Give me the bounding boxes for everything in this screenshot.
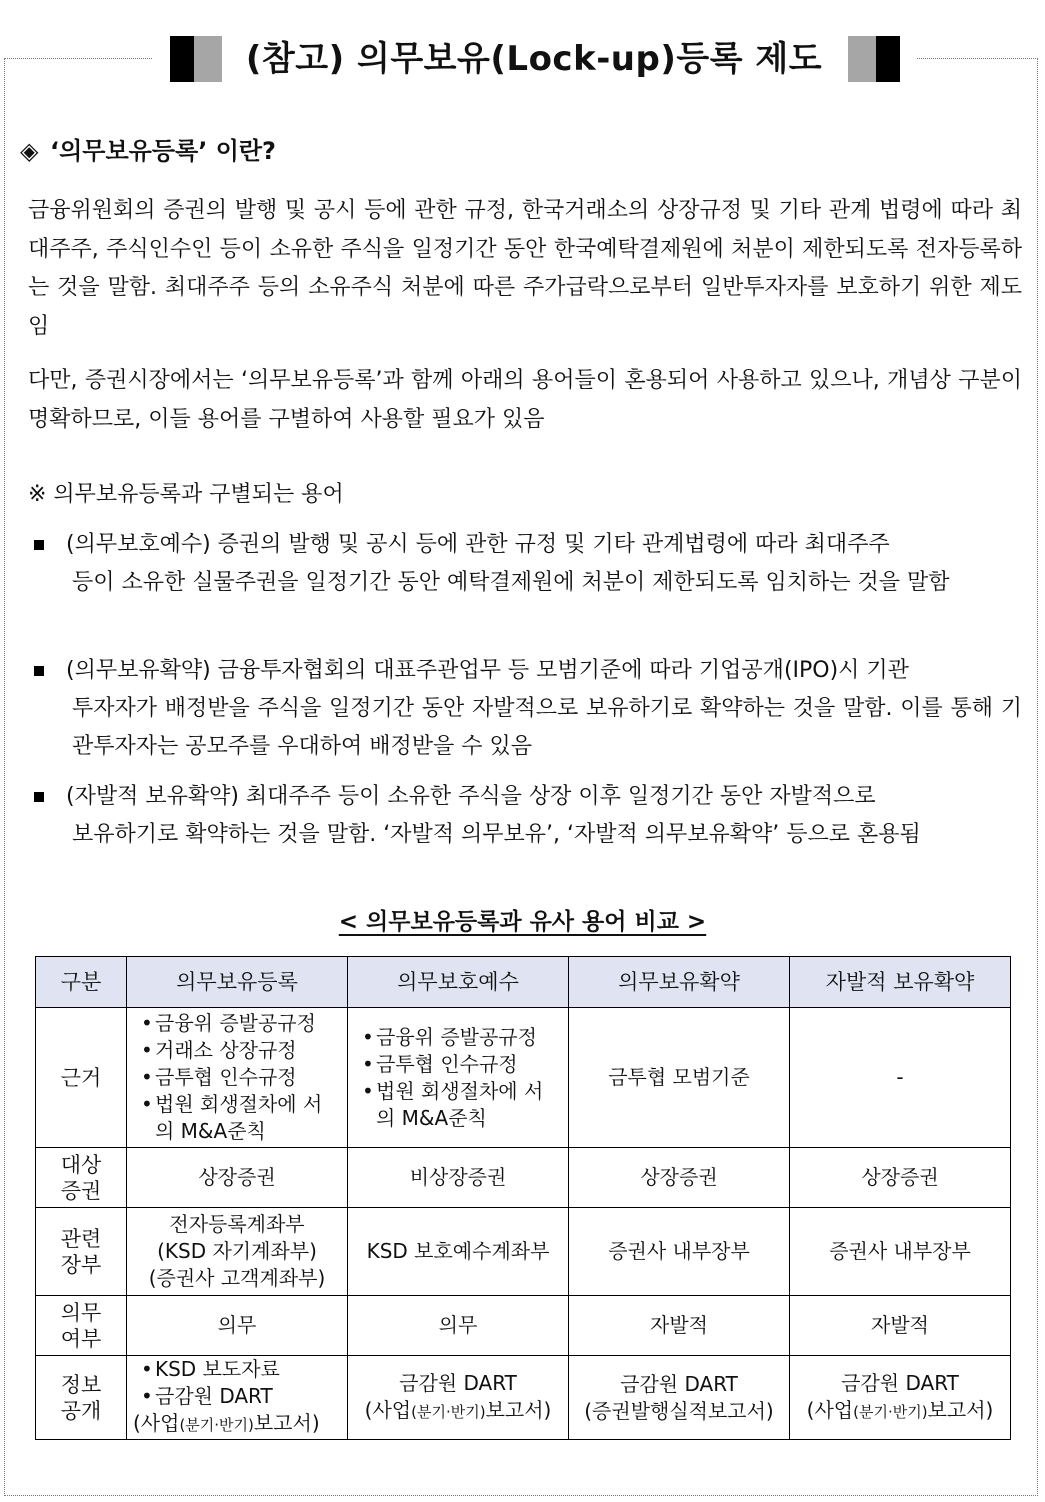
square-bullet-icon [34,540,44,550]
section-heading-text: ‘의무보유등록’ 이란? [50,137,276,165]
bullet-text-rest: 등이 소유한 실물주권을 일정기간 동안 예탁결제원에 처분이 제한되도록 임치하는 것을 말함 [72,570,950,595]
header-cell: 의무보호예수 [348,957,569,1008]
section-heading [20,134,276,168]
table-cell: 전자등록계좌부 (KSD 자기계좌부) (증권사 고객계좌부) [127,1208,348,1296]
diamond-bullet-icon: ◈ [20,137,39,165]
table-cell: 금투협 모범기준 [569,1008,790,1148]
row-header: 근거 [36,1008,127,1148]
table-cell: 금감원 DART (증권발행실적보고서) [569,1356,790,1440]
table-cell: 상장증권 [569,1148,790,1208]
square-bullet-icon [34,792,44,802]
table-cell: 자발적 [790,1296,1011,1356]
table-cell: • 금융위 증발공규정 • 거래소 상장규정 • 금투협 인수규정 • 법원 회생절차에 서의 M&A준칙 [127,1008,348,1148]
note-heading: ※ 의무보유등록과 구별되는 용어 [28,482,344,507]
table-cell: 자발적 [569,1296,790,1356]
table-cell: 의무 [348,1296,569,1356]
table-row-obligation [36,1296,1011,1356]
bullet-text-rest: 보유하기로 확약하는 것을 말함. ‘자발적 의무보유’, ‘자발적 의무보유확약’ 등으로 혼용됨 [72,822,921,847]
header-cell: 의무보유등록 [127,957,348,1008]
square-bullet-icon [34,666,44,676]
table-cell: • KSD 보도자료 • 금감원 DART (사업(분기·반기)보고서) [127,1356,348,1440]
row-header: 의무 여부 [36,1296,127,1356]
table-title: < 의무보유등록과 유사 용어 비교 > [338,909,707,935]
table-cell: - [790,1008,1011,1148]
comparison-table [35,956,1011,1440]
title-decoration-left [170,36,222,82]
bullet-text-first: (의무보호예수) 증권의 발행 및 공시 등에 관한 규정 및 기타 관계법령에 따라 최대주주 [66,532,890,557]
title-banner [152,28,916,88]
header-cell: 구분 [36,957,127,1008]
table-cell: 증권사 내부장부 [569,1208,790,1296]
table-cell: 금감원 DART (사업(분기·반기)보고서) [790,1356,1011,1440]
bullet-text-first: (의무보유확약) 금융투자협회의 대표주관업무 등 모범기준에 따라 기업공개(IPO)시 기관 [66,658,909,683]
row-header: 정보 공개 [36,1356,127,1440]
bullet-item [28,778,1022,854]
title-decoration-right [848,36,900,82]
table-cell: 증권사 내부장부 [790,1208,1011,1296]
bullet-text-first: (자발적 보유확약) 최대주주 등이 소유한 주식을 상장 이후 일정기간 동안 자발적으로 [66,784,876,809]
table-header-row [36,957,1011,1008]
table-row-disclosure [36,1356,1011,1440]
table-cell: 상장증권 [127,1148,348,1208]
table-cell: 금감원 DART (사업(분기·반기)보고서) [348,1356,569,1440]
page-title: (참고) 의무보유(Lock-up)등록 제도 [245,39,823,79]
header-cell: 자발적 보유확약 [790,957,1011,1008]
row-header: 대상 증권 [36,1148,127,1208]
bullet-item [28,652,1022,766]
bullet-item [28,526,1022,602]
table-row-target [36,1148,1011,1208]
table-cell: 상장증권 [790,1148,1011,1208]
table-cell: 비상장증권 [348,1148,569,1208]
usage-paragraph: 다만, 증권시장에서는 ‘의무보유등록’과 함께 아래의 용어들이 혼용되어 사용하고 있으나, 개념상 구분이 명확하므로, 이들 용어를 구별하여 사용할 필요가 있음 [28,368,1022,432]
definition-paragraph: 금융위원회의 증권의 발행 및 공시 등에 관한 규정, 한국거래소의 상장규정 및 기타 관계 법령에 따라 최대주주, 주식인수인 등이 소유한 주식을 일정기간 동안 한국예탁결제원에 처분이 제한되도록 전자등록하는 것을 말함. 최대주주 등의 소유주식 처분에 따른 주가급락으로부터 일반투자자를 보호하기 위한 제도임 [28,198,1022,339]
table-cell: 의무 [127,1296,348,1356]
table-row-basis [36,1008,1011,1148]
table-cell: KSD 보호예수계좌부 [348,1208,569,1296]
row-header: 관련 장부 [36,1208,127,1296]
table-row-ledger [36,1208,1011,1296]
table-cell: • 금융위 증발공규정 • 금투협 인수규정 • 법원 회생절차에 서의 M&A준칙 [348,1008,569,1148]
header-cell: 의무보유확약 [569,957,790,1008]
bullet-text-rest: 투자자가 배정받을 주식을 일정기간 동안 자발적으로 보유하기로 확약하는 것을 말함. 이를 통해 기관투자자는 공모주를 우대하여 배정받을 수 있음 [72,696,1022,759]
